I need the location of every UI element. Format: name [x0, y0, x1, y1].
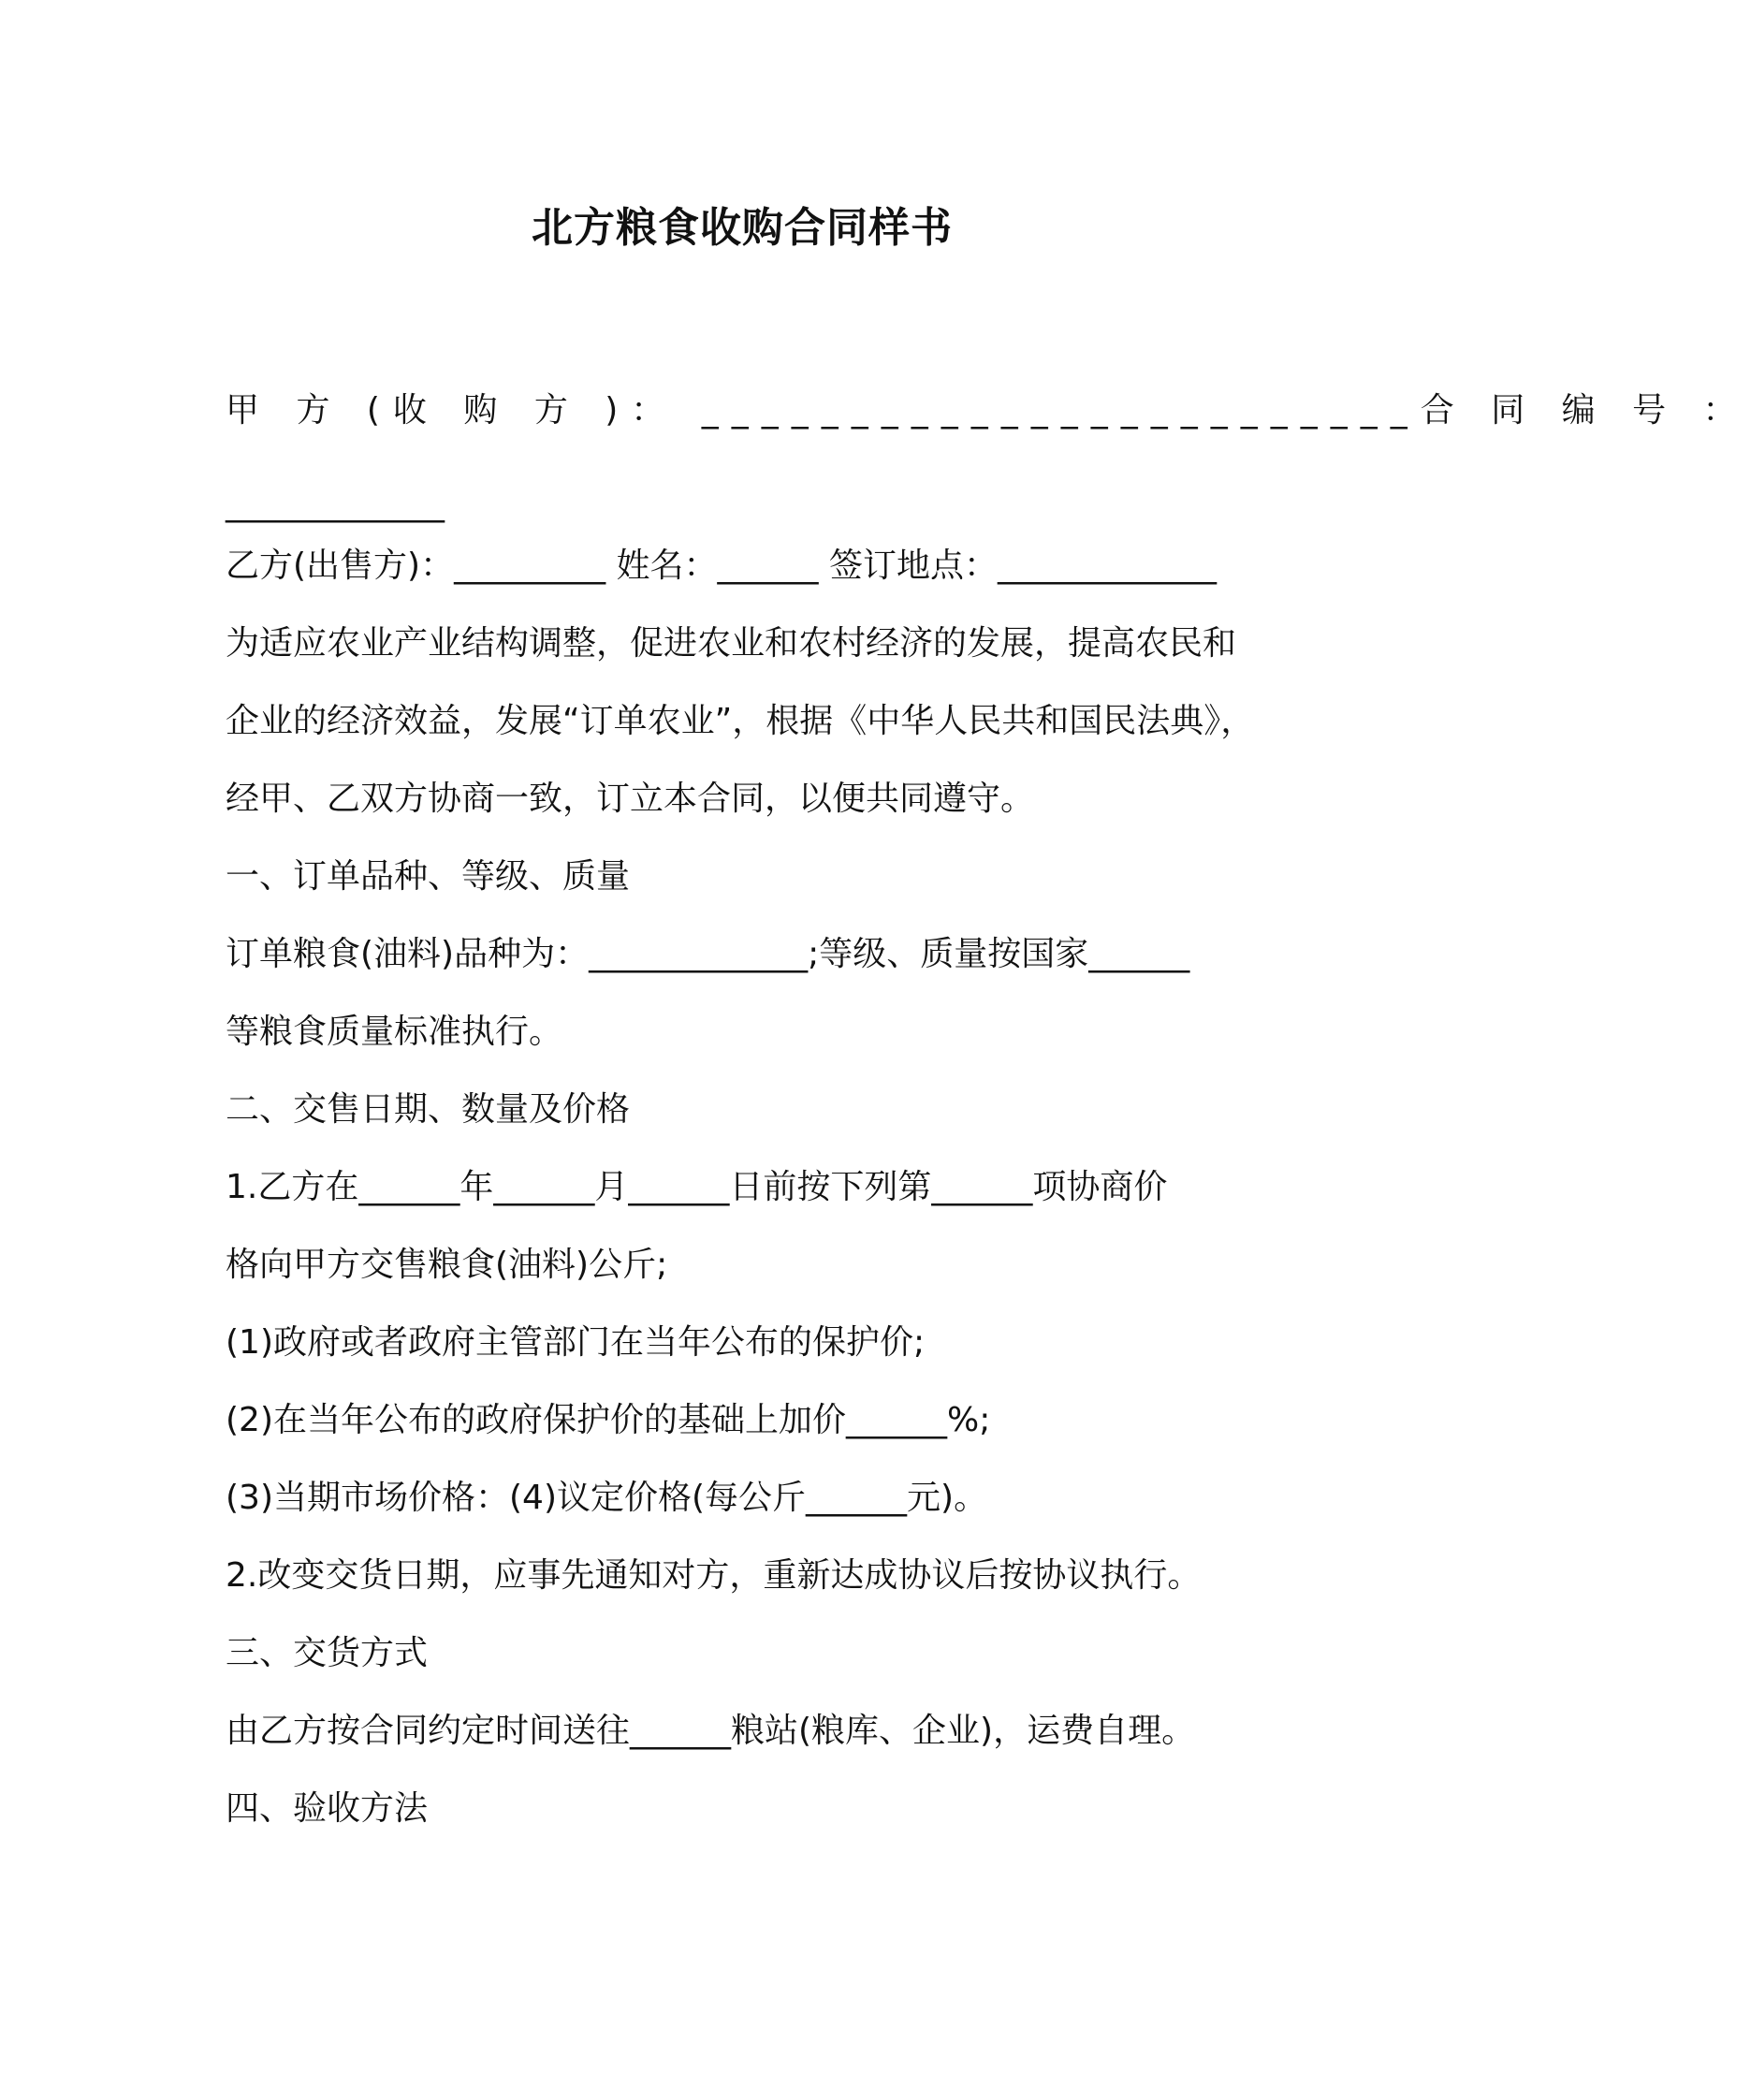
- intro-paragraph-line-1: 为适应农业产业结构调整，促进农业和农村经济的发展，提高农民和: [226, 624, 1237, 663]
- section-2-item-2: 2.改变交货日期，应事先通知对方，重新达成协议后按协议执行。: [226, 1556, 1202, 1595]
- intro-paragraph-line-2: 企业的经济效益，发展“订单农业”，根据《中华人民共和国民法典》，: [226, 702, 1255, 740]
- section-2-item-1-line-2: 格向甲方交售粮食(油料)公斤;: [226, 1246, 668, 1284]
- contract-number-blank: _____________: [226, 485, 445, 523]
- party-a-field: 甲 方 (收 购 方 )： ________________________: [226, 391, 1421, 430]
- section-2-item-1-line-1: 1.乙方在______年______月______日前按下列第______项协商价: [226, 1168, 1168, 1206]
- section-2-option-2: (2)在当年公布的政府保护价的基础上加价______%;: [226, 1401, 991, 1439]
- section-1-line-2: 等粮食质量标准执行。: [226, 1013, 563, 1051]
- section-3-heading: 三、交货方式: [226, 1634, 429, 1672]
- intro-paragraph-line-3: 经甲、乙双方协商一致，订立本合同，以便共同遵守。: [226, 780, 1035, 818]
- party-a-row: [226, 387, 1750, 434]
- section-2-option-1: (1)政府或者政府主管部门在当年公布的保护价;: [226, 1323, 926, 1362]
- contract-number-label: 合 同 编 号 ：: [1420, 391, 1750, 430]
- section-4-heading: 四、验收方法: [226, 1789, 429, 1828]
- section-1-heading: 一、订单品种、等级、质量: [226, 857, 631, 896]
- section-3-line-1: 由乙方按合同约定时间送往______粮站(粮库、企业)，运费自理。: [226, 1712, 1196, 1750]
- document-title: 北方粮食收购合同样书: [532, 204, 953, 252]
- section-2-option-3: (3)当期市场价格：(4)议定价格(每公斤______元)。: [226, 1479, 988, 1517]
- party-b-row: 乙方(出售方)：_________ 姓名：______ 签订地点：_____________: [226, 547, 1217, 585]
- section-1-line-1: 订单粮食(油料)品种为：_____________;等级、质量按国家______: [226, 935, 1190, 973]
- section-2-heading: 二、交售日期、数量及价格: [226, 1090, 631, 1129]
